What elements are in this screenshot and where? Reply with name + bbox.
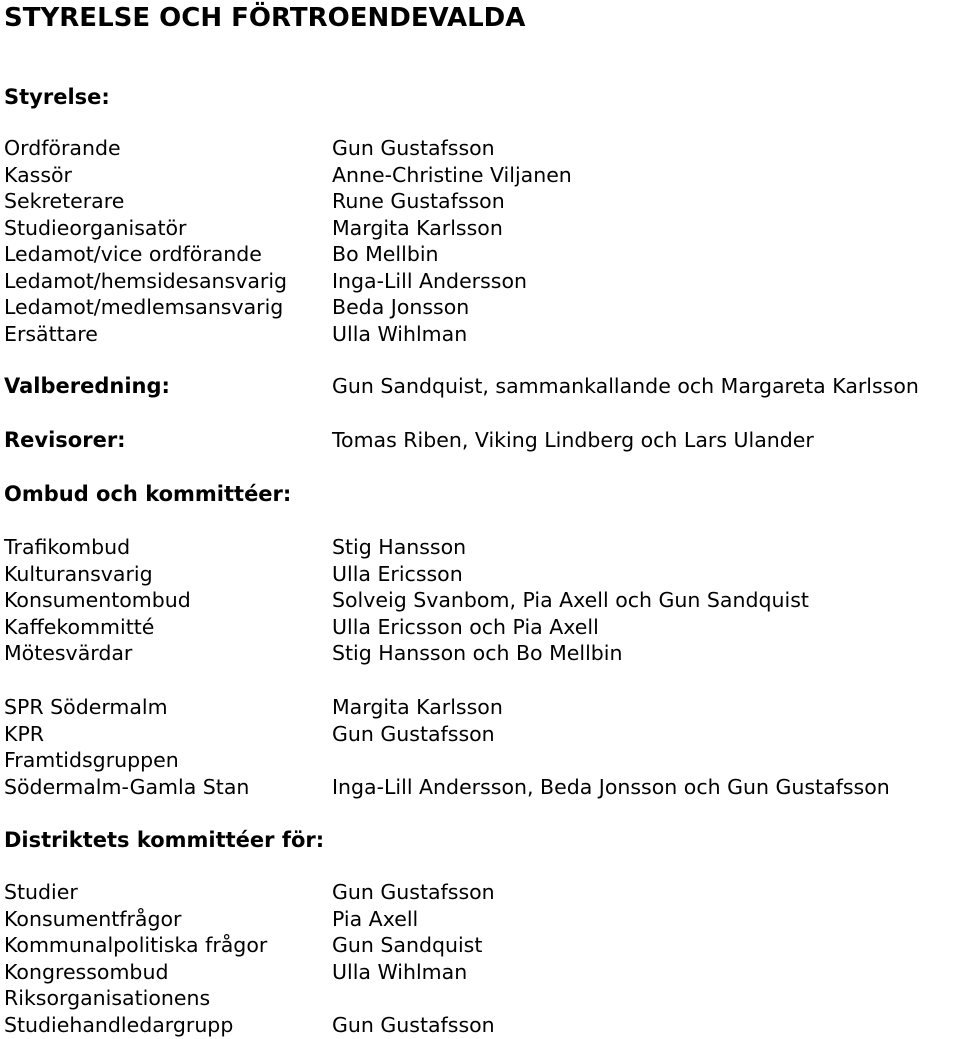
role-label: Sekreterare [4,189,125,213]
role-label: Ledamot/medlemsansvarig [4,295,284,319]
role-label: Kongressombud [4,959,169,984]
role-label: Ordförande [4,136,121,160]
list-item [4,879,960,906]
list-item [4,162,960,189]
person-name: Inga-Lill Andersson, Beda Jonsson och Gun Gustafsson [332,774,890,799]
list-item [4,614,960,641]
distrikt-heading: Distriktets kommittéer för: [4,828,325,852]
list-item [4,188,960,215]
styrelse-list [4,135,960,347]
person-name: Gun Gustafsson [332,1012,495,1037]
role-label: Ersättare [4,321,98,346]
list-item [4,321,960,348]
role-label: Ledamot/hemsidesansvarig [4,268,288,293]
revisorer-row [4,427,960,454]
person-name: Gun Gustafsson [332,721,495,746]
role-label: KPR [4,721,45,746]
person-name: Bo Mellbin [332,242,439,266]
person-name: Gun Gustafsson [332,136,495,160]
person-name: Margita Karlsson [332,215,503,240]
list-item [4,1012,960,1039]
list-item [4,774,960,801]
person-name: Gun Gustafsson [332,880,495,904]
list-item [4,241,960,268]
person-name: Rune Gustafsson [332,189,505,213]
list-item [4,747,960,774]
valberedning-row [4,373,960,400]
person-name: Inga-Lill Andersson [332,268,528,293]
ombud-list [4,534,960,667]
distrikt-list [4,879,960,1038]
person-name: Stig Hansson [332,535,467,559]
list-item [4,985,960,1012]
person-name: Ulla Wihlman [332,959,468,984]
role-label: SPR Södermalm [4,695,168,719]
list-item [4,561,960,588]
role-label: Studieorganisatör [4,215,187,240]
valberedning-label: Valberedning: [4,374,170,398]
list-item [4,268,960,295]
list-item [4,906,960,933]
list-item [4,640,960,667]
page-title: STYRELSE OCH FÖRTROENDEVALDA [4,3,526,33]
person-name: Ulla Wihlman [332,321,468,346]
person-name: Gun Sandquist [332,933,483,957]
list-item [4,215,960,242]
role-label: Riksorganisationens [4,986,211,1010]
role-label: Studiehandledargrupp [4,1012,234,1037]
valberedning-value: Gun Sandquist, sammankallande och Margareta Karlsson [332,374,919,398]
person-name: Pia Axell [332,906,419,931]
person-name: Ulla Ericsson [332,561,463,586]
role-label: Kulturansvarig [4,561,153,586]
list-item [4,135,960,162]
person-name: Ulla Ericsson och Pia Axell [332,614,599,639]
list-item [4,587,960,614]
role-label: Konsumentombud [4,588,191,612]
ombud-heading: Ombud och kommittéer: [4,482,292,506]
role-label: Studier [4,880,78,904]
styrelse-heading: Styrelse: [4,85,110,109]
list-item [4,959,960,986]
person-name: Margita Karlsson [332,695,503,719]
list-item [4,534,960,561]
role-label: Konsumentfrågor [4,906,182,931]
role-label: Kommunalpolitiska frågor [4,933,268,957]
person-name: Anne-Christine Viljanen [332,162,572,187]
list-item [4,721,960,748]
role-label: Trafikombud [4,535,131,559]
person-name: Beda Jonsson [332,295,470,319]
role-label: Södermalm-Gamla Stan [4,774,250,799]
role-label: Kaffekommitté [4,614,155,639]
list-item [4,932,960,959]
role-label: Kassör [4,162,72,187]
role-label: Framtidsgruppen [4,748,179,772]
person-name: Solveig Svanbom, Pia Axell och Gun Sandquist [332,588,809,612]
person-name: Stig Hansson och Bo Mellbin [332,641,623,665]
revisorer-label: Revisorer: [4,428,126,452]
revisorer-value: Tomas Riben, Viking Lindberg och Lars Ulander [332,428,814,452]
ombud-list-2 [4,694,960,800]
list-item [4,294,960,321]
role-label: Ledamot/vice ordförande [4,242,262,266]
role-label: Mötesvärdar [4,641,133,665]
list-item [4,694,960,721]
